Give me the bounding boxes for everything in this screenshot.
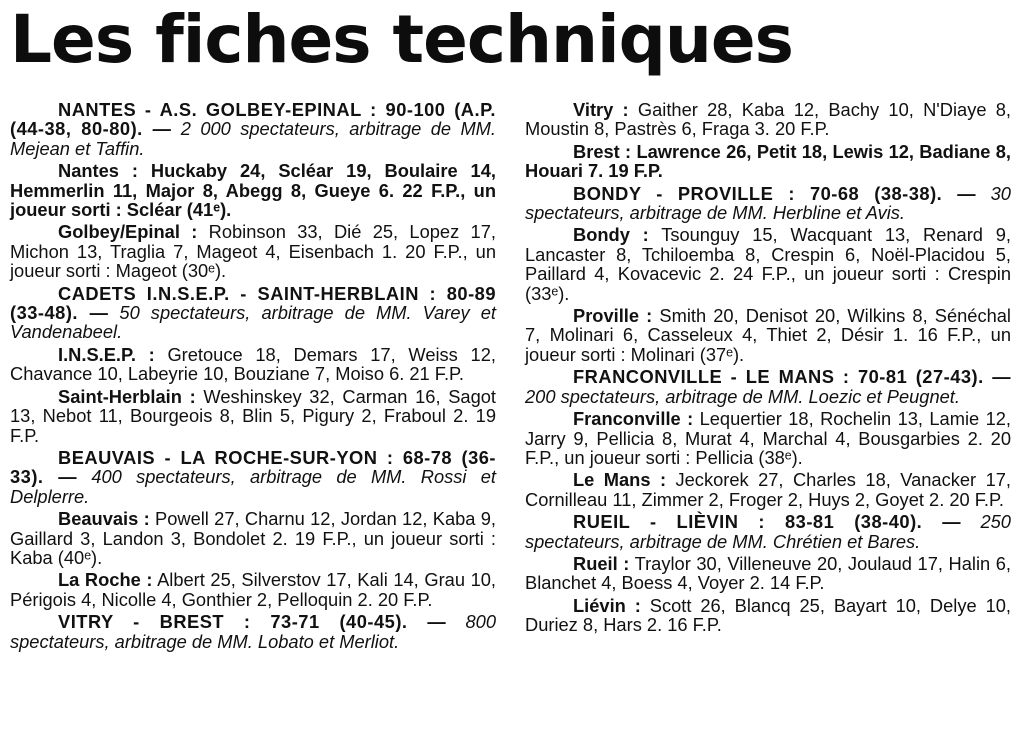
match-header: BEAUVAIS - LA ROCHE-SUR-YON : 68-78 (36-33). — 400 spectateurs, arbitrage de MM. Rossi et Delplerre. — [10, 446, 496, 507]
team-line: Vitry : Gaither 28, Kaba 12, Bachy 10, N'Diaye 8, Moustin 8, Pastrès 6, Fraga 3. 20 F.P. — [525, 99, 1011, 140]
match-header: BONDY - PROVILLE : 70-68 (38-38). — 30 spectateurs, arbitrage de MM. Herbline et Avis. — [525, 182, 1011, 224]
team-line: Bondy : Tsounguy 15, Wacquant 13, Renard 9, Lancaster 8, Tchiloemba 8, Crespin 6, Noël-Placidou 5, Paillard 4, Kovacevic 2. 24 F.P., un joueur sorti : Crespin (33ᵉ). — [525, 224, 1011, 304]
match-header: FRANCONVILLE - LE MANS : 70-81 (27-43). — 200 spectateurs, arbitrage de MM. Loezic et Peugnet. — [525, 366, 1011, 407]
team-line: Golbey/Epinal : Robinson 33, Dié 25, Lopez 17, Michon 13, Traglia 7, Mageot 4, Eisenbach 1. 20 F.P., un joueur sorti : Mageot (30ᵉ). — [10, 221, 496, 282]
left-column — [10, 100, 496, 654]
match-header: RUEIL - LIÈVIN : 83-81 (38-40). — 250 spectateurs, arbitrage de MM. Chrétien et Bares. — [525, 511, 1011, 552]
right-column — [525, 100, 1011, 638]
team-line: La Roche : Albert 25, Silverstov 17, Kali 14, Grau 10, Périgois 4, Nicolle 4, Gonthier 2, Pelloquin 2. 20 F.P. — [10, 569, 496, 610]
team-line: Proville : Smith 20, Denisot 20, Wilkins 8, Sénéchal 7, Molinari 6, Casseleux 4, Thiet 2, Désir 1. 16 F.P., un joueur sorti : Molinari (37ᵉ). — [525, 305, 1011, 365]
team-line: Le Mans : Jeckorek 27, Charles 18, Vanacker 17, Cornilleau 11, Zimmer 2, Froger 2, Huys 2, Goyet 2. 20 F.P. — [525, 469, 1011, 510]
team-line: Brest : Lawrence 26, Petit 18, Lewis 12, Badiane 8, Houari 7. 19 F.P. — [525, 140, 1011, 182]
match-header: VITRY - BREST : 73-71 (40-45). — 800 spectateurs, arbitrage de MM. Lobato et Merliot. — [10, 611, 496, 652]
match-header: NANTES - A.S. GOLBEY-EPINAL : 90-100 (A.P. (44-38, 80-80). — 2 000 spectateurs, arbitrage de MM. Mejean et Taffin. — [10, 99, 496, 159]
team-line: Saint-Herblain : Weshinskey 32, Carman 16, Sagot 13, Nebot 11, Bourgeois 8, Blin 5, Pigury 2, Fraboul 2. 19 F.P. — [10, 385, 496, 446]
team-line: Liévin : Scott 26, Blancq 25, Bayart 10, Delye 10, Duriez 8, Hars 2. 16 F.P. — [525, 594, 1011, 636]
team-line: Beauvais : Powell 27, Charnu 12, Jordan 12, Kaba 9, Gaillard 3, Landon 3, Bondolet 2. 19 F.P., un joueur sorti : Kaba (40ᵉ). — [10, 508, 496, 568]
team-line: Rueil : Traylor 30, Villeneuve 20, Joulaud 17, Halin 6, Blanchet 4, Boess 4, Voyer 2. 14 F.P. — [525, 552, 1011, 594]
page-title: Les fiches techniques — [10, 1, 793, 78]
team-line: Franconville : Lequertier 18, Rochelin 13, Lamie 12, Jarry 9, Pellicia 8, Murat 4, Marchal 4, Bousgarbies 2. 20 F.P., un joueur sorti : Pellicia (38ᵉ). — [525, 408, 1011, 468]
match-header: CADETS I.N.S.E.P. - SAINT-HERBLAIN : 80-89 (33-48). — 50 spectateurs, arbitrage de MM. Varey et Vandenabeel. — [10, 282, 496, 343]
team-line: I.N.S.E.P. : Gretouce 18, Demars 17, Weiss 12, Chavance 10, Labeyrie 10, Bouziane 7, Moiso 6. 21 F.P. — [10, 343, 496, 385]
team-line: Nantes : Huckaby 24, Scléar 19, Boulaire 14, Hemmerlin 11, Major 8, Abegg 8, Gueye 6. 22 F.P., un joueur sorti : Scléar (41ᵉ). — [10, 160, 496, 221]
